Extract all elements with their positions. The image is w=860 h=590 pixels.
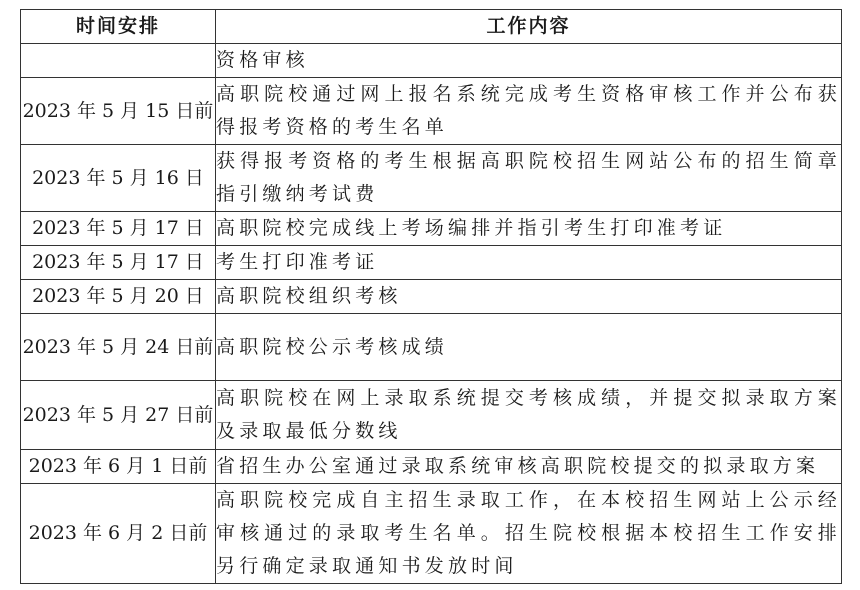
table-row bbox=[21, 246, 842, 280]
work-cell: 获得报考资格的考生根据高职院校招生网站公布的招生简章指引缴纳考试费 bbox=[216, 145, 842, 212]
time-cell: 2023 年 5 月 17 日 bbox=[21, 212, 216, 246]
table-row bbox=[21, 78, 842, 145]
work-column-header: 工作内容 bbox=[216, 10, 842, 44]
table-row bbox=[21, 450, 842, 484]
work-cell: 高职院校在网上录取系统提交考核成绩，并提交拟录取方案及录取最低分数线 bbox=[216, 381, 842, 450]
work-cell: 高职院校通过网上报名系统完成考生资格审核工作并公布获得报考资格的考生名单 bbox=[216, 78, 842, 145]
table-row bbox=[21, 314, 842, 381]
time-cell: 2023 年 6 月 2 日前 bbox=[21, 484, 216, 584]
table-row bbox=[21, 381, 842, 450]
header-row bbox=[21, 10, 842, 44]
work-cell: 高职院校完成线上考场编排并指引考生打印准考证 bbox=[216, 212, 842, 246]
work-cell: 资格审核 bbox=[216, 44, 842, 78]
time-cell: 2023 年 5 月 17 日 bbox=[21, 246, 216, 280]
table-row bbox=[21, 212, 842, 246]
table-row bbox=[21, 280, 842, 314]
time-cell: 2023 年 5 月 27 日前 bbox=[21, 381, 216, 450]
work-cell: 考生打印准考证 bbox=[216, 246, 842, 280]
time-cell: 2023 年 5 月 16 日 bbox=[21, 145, 216, 212]
table-row bbox=[21, 484, 842, 584]
table-row bbox=[21, 44, 842, 78]
work-cell: 高职院校组织考核 bbox=[216, 280, 842, 314]
work-cell: 高职院校公示考核成绩 bbox=[216, 314, 842, 381]
time-cell bbox=[21, 44, 216, 78]
time-cell: 2023 年 5 月 15 日前 bbox=[21, 78, 216, 145]
time-cell: 2023 年 5 月 20 日 bbox=[21, 280, 216, 314]
table-row bbox=[21, 145, 842, 212]
schedule-table bbox=[20, 9, 842, 584]
time-column-header: 时间安排 bbox=[21, 10, 216, 44]
work-cell: 省招生办公室通过录取系统审核高职院校提交的拟录取方案 bbox=[216, 450, 842, 484]
time-cell: 2023 年 5 月 24 日前 bbox=[21, 314, 216, 381]
time-cell: 2023 年 6 月 1 日前 bbox=[21, 450, 216, 484]
work-cell: 高职院校完成自主招生录取工作，在本校招生网站上公示经审核通过的录取考生名单。招生院校根据本校招生工作安排另行确定录取通知书发放时间 bbox=[216, 484, 842, 584]
